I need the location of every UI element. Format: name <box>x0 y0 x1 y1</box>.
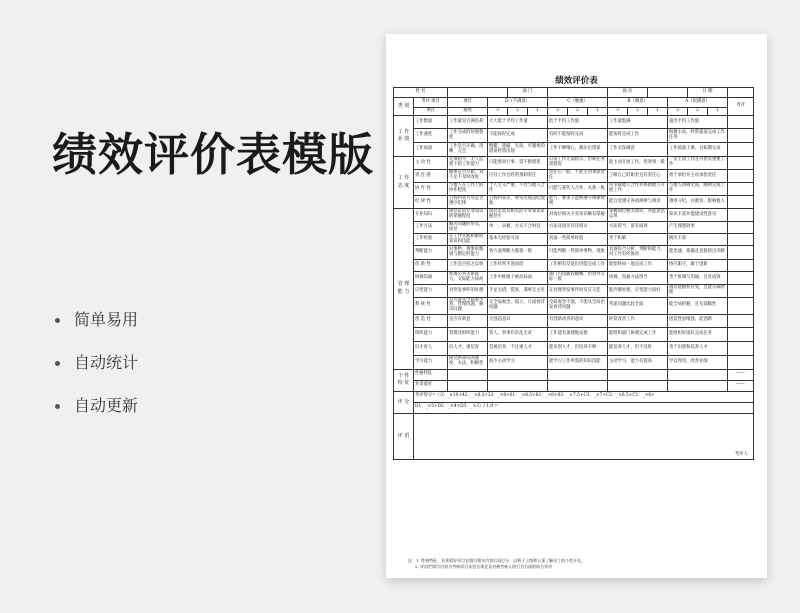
level-description: 创造性思维强，能创新 <box>668 314 728 327</box>
level-description: 无创造意识 <box>488 314 548 327</box>
level-description: 经常改善工作 <box>608 314 668 327</box>
criteria-description: 识人才，重培育 <box>448 341 488 355</box>
criteria-description: 是否有新意 <box>448 314 488 327</box>
level-description: 遇急能随机应变，且能正确处理 <box>668 285 728 298</box>
level-description: 能按时完成工作 <box>608 129 668 143</box>
level-description: 能与，要求下能够遵守规律规则 <box>548 196 608 209</box>
criteria-row <box>394 222 754 234</box>
level-description <box>668 380 728 391</box>
level-description: 应付工作且经常推卸责任 <box>488 170 548 183</box>
criteria-name: 组织能力 <box>414 327 448 341</box>
item-subheader: 项目 <box>414 108 448 116</box>
level-description: 能始终如一地完成工作 <box>608 260 668 272</box>
level-description: 善于协调与沟通，且有成效 <box>668 272 728 285</box>
remark-cell <box>728 143 754 157</box>
score-column-header: 2 <box>508 108 528 116</box>
remark-cell <box>728 157 754 170</box>
page-title: 绩效评价表模版 <box>52 128 375 181</box>
criteria-row <box>394 355 754 369</box>
level-description: 能冷静处理，应变能力较好 <box>608 285 668 298</box>
criteria-name: 识才育人 <box>414 341 448 355</box>
feature-item <box>55 394 138 437</box>
score-column-header: 1 <box>528 108 548 116</box>
dept-value <box>548 88 608 98</box>
score-column-header: 1 <box>588 108 608 116</box>
criteria-description: 工作是否正确、清晰、完全 <box>448 143 488 157</box>
level-description: 自我约束差，时常出现违纪现象 <box>488 196 548 209</box>
criteria-description: 工作是否持之以恒 <box>448 260 488 272</box>
level-description: 手足无措，慌张，遇事无主见 <box>488 285 548 298</box>
criteria-name: 应变能力 <box>414 285 448 298</box>
review-content <box>414 413 754 459</box>
criteria-description: 做事是否尽职，对不足不及时改进 <box>448 170 488 183</box>
remark-cell <box>728 272 754 285</box>
level-description: 工作经常半途而废 <box>488 260 548 272</box>
level-description: 协调、沟通方法得当 <box>608 272 668 285</box>
level-description <box>548 369 608 380</box>
level-description <box>488 369 548 380</box>
level-description: 工作中推脱干被动局面 <box>488 272 548 285</box>
level-description <box>608 380 668 391</box>
remark-cell <box>728 196 754 209</box>
remark-cell <box>728 170 754 183</box>
criteria-name: 创 新 性 <box>414 260 448 272</box>
criteria-name: 协调沟通 <box>414 272 448 285</box>
level-description: 工作量饱满 <box>608 116 668 129</box>
level-description: 不能按时完成 <box>488 129 548 143</box>
level-description: 学以致用，改善业绩 <box>668 355 728 369</box>
criteria-row <box>394 298 754 315</box>
section-category: 管 理 能 力 <box>394 209 414 370</box>
criteria-row <box>394 116 754 129</box>
remark-cell <box>728 314 754 327</box>
criteria-row <box>394 272 754 285</box>
score-column-header: 2 <box>688 108 708 116</box>
score-header-row <box>394 108 754 116</box>
criteria-name: 主 动 性 <box>414 157 448 170</box>
remark-header: 考评 <box>728 98 754 116</box>
level-description: 忽视培养，不注重人才 <box>488 341 548 355</box>
level-description: 能全局把握，且有前瞻性 <box>668 298 728 315</box>
level-description: 单一、呆板、方式不合时宜 <box>488 222 548 234</box>
level-description: 考虑问题比较全面 <box>608 298 668 315</box>
level-description: 工作能有条理地安排 <box>548 327 608 341</box>
level-header: C（勉强） <box>548 98 608 108</box>
criteria-row <box>394 143 754 157</box>
remark-cell <box>728 222 754 234</box>
level-description: 能培养人才，但不及时 <box>608 341 668 355</box>
bullet-icon <box>55 404 60 409</box>
level-description: 能组织部门协调完成工作 <box>608 327 668 341</box>
info-row <box>394 88 754 98</box>
level-description: 掌握岗位相关知识，并能灵活运用 <box>608 209 668 222</box>
level-description: 只能判断一些简单事物、现象 <box>548 246 608 260</box>
level-description: 管人，管事均杂乱无章 <box>488 327 548 341</box>
level-description: 遵章守纪，并教育、影响他人 <box>668 196 728 209</box>
level-description: 超出平均工作量 <box>668 116 728 129</box>
score-formula: D1：_×5+D2：_×4+D3：_×3）/ 1.9 = <box>414 402 754 413</box>
criteria-row <box>394 183 754 196</box>
post-label: 岗 位 <box>608 88 648 98</box>
criteria-name: 专业知识 <box>414 209 448 222</box>
feature-item <box>55 308 138 351</box>
level-description: 无全局观念，孤立、片面看待问题 <box>488 298 548 315</box>
criteria-row <box>394 209 754 222</box>
bullet-icon <box>55 318 60 323</box>
level-description: 阅历丰富 <box>668 234 728 246</box>
level-description: 个人主义严重，不肯与他人合作 <box>488 183 548 196</box>
remark-cell <box>728 260 754 272</box>
criteria-name: 业余爱好 <box>414 380 448 391</box>
level-description: 大大低于平均工作量 <box>488 116 548 129</box>
remark-cell <box>728 246 754 260</box>
criteria-name: 纪 律 性 <box>414 196 448 209</box>
criteria-description: 管理及组织能力 <box>448 327 488 341</box>
criteria-name: 责 任 感 <box>414 170 448 183</box>
level-description: 低于平均工作量 <box>548 116 608 129</box>
date-value <box>728 88 754 98</box>
document-title: 绩效评价表 <box>555 76 598 86</box>
level-description: 具备综合分析，判断的能力，对工作有所推动 <box>608 246 668 260</box>
remark-cell <box>728 298 754 315</box>
level-description: 能识别人才，但培养不够 <box>548 341 608 355</box>
level-description: 积极主动，经常提前完成工作任务 <box>668 129 728 143</box>
level-description: 责任心一般，不能主动承担责任 <box>548 170 608 183</box>
level-description: 产生理想效果 <box>668 222 728 234</box>
remark-cell <box>728 116 754 129</box>
level-description: 善于识别和培养人才 <box>668 341 728 355</box>
category-header: 类 别 <box>394 98 414 116</box>
criteria-description: 接受新知识的速度、方法、积极性 <box>448 355 488 369</box>
criteria-row <box>394 196 754 209</box>
review-row <box>394 413 754 459</box>
level-header: A（很满意） <box>668 98 728 108</box>
note-line: 2. 评语栏填写内容为考核项目未包含事宜及对被考核人的行为方面的综合评价 <box>415 564 553 570</box>
level-header: D（不满意） <box>488 98 548 108</box>
level-description: 基本无经验可谈 <box>488 234 548 246</box>
level-description: 日常工作无需指示，但新任务需督促 <box>548 157 608 170</box>
criteria-description <box>448 369 488 380</box>
feature-label: 简单易用 <box>74 310 139 329</box>
remark-cell <box>728 209 754 222</box>
score-column-header: 1 <box>708 108 728 116</box>
criteria-description: 自我约束力及是否遵守纪律 <box>448 196 488 209</box>
name-value <box>448 88 508 98</box>
score-label: 评 分 <box>394 391 414 413</box>
criteria-name: 性格特征 <box>414 369 448 380</box>
level-description <box>668 369 728 380</box>
criteria-name: 学习能力 <box>414 355 448 369</box>
level-description: 能学习工作所需的知识技能 <box>548 355 608 369</box>
criteria-row <box>394 157 754 170</box>
score-row <box>394 402 754 413</box>
criteria-name: 创 造 性 <box>414 314 448 327</box>
level-description: 全局观念不强，不能从全局出发看待问题 <box>548 298 608 315</box>
criteria-description: 处理公共关系能力，交际能力如何 <box>448 272 488 285</box>
criteria-description: 对事物、现象的甄别与断定的能力 <box>448 246 488 260</box>
level-description: 能组织好团队完成任务 <box>668 327 728 341</box>
document-notes <box>408 558 585 571</box>
criteria-name: 工作速度 <box>414 129 448 143</box>
level-description: 有时不能按时完成 <box>548 129 608 143</box>
criteria-description: 解决问题的形式，途径 <box>448 222 488 234</box>
post-value <box>648 88 688 98</box>
level-description: 对岗位相关专业知识略有掌握 <box>548 209 608 222</box>
criteria-description: 是否能从全局着手看、处理问题，解决问题 <box>448 298 488 315</box>
level-description: 很少主动学习 <box>488 355 548 369</box>
level-description <box>488 380 548 391</box>
criteria-description: 工作完成的快慢程度 <box>448 129 488 143</box>
criteria-name: 协 作 性 <box>414 183 448 196</box>
criteria-name: 工作方法 <box>414 222 448 234</box>
desc-subheader: 描述 <box>448 108 488 116</box>
score-row <box>394 391 754 402</box>
score-column-header: 3 <box>488 108 508 116</box>
criteria-row <box>394 260 754 272</box>
level-description: 有创新改善的意识 <box>548 314 608 327</box>
criteria-name: 判断能力 <box>414 246 448 260</box>
criteria-row <box>394 314 754 327</box>
level-description: 一贯主动工作且可担负重要工作 <box>668 157 728 170</box>
level-description: 岗位必需及相关的专业知识掌握甚少 <box>488 209 548 222</box>
remark-cell <box>728 355 754 369</box>
level-description: 能自觉遵守各项规律与规章 <box>608 196 668 209</box>
feature-label: 自动更新 <box>74 396 139 415</box>
item-header: 考评 项目 <box>414 98 448 108</box>
criteria-description <box>448 380 488 391</box>
score-column-header: 1 <box>648 108 668 116</box>
level-description: 恪尽职守，敢于创新 <box>668 260 728 272</box>
section-category: 个 性 特 征 <box>394 369 414 391</box>
criteria-row <box>394 285 754 298</box>
criteria-row <box>394 234 754 246</box>
date-label: 日 期 <box>688 88 728 98</box>
criteria-description: 在工作实践积累的知识和技能 <box>448 234 488 246</box>
criteria-row <box>394 170 754 183</box>
remark-cell <box>728 234 754 246</box>
remark-cell <box>728 327 754 341</box>
bullet-icon <box>55 361 60 366</box>
level-description: 能迅速、准确且直接的出决断 <box>668 246 728 260</box>
review-label: 评 语 <box>394 413 414 459</box>
level-description: 部门内沟通较顺畅，但对外交际一般 <box>548 272 608 285</box>
level-description: 工作无误满意 <box>608 143 668 157</box>
score-column-header: 2 <box>568 108 588 116</box>
feature-list <box>55 308 138 437</box>
score-column-header: 3 <box>668 108 688 116</box>
criteria-description: 工作量是否满负荷 <box>448 116 488 129</box>
criteria-row <box>394 341 754 355</box>
criteria-name: 工作数量 <box>414 116 448 129</box>
section-category: 工 作 业 绩 <box>394 116 414 157</box>
name-label: 姓 名 <box>394 88 448 98</box>
score-column-header: 2 <box>628 108 648 116</box>
level-description: 粗糙、遗漏、失误，可避免的错误经常出现 <box>488 143 548 157</box>
level-description: 主动学习，能力有提高 <box>608 355 668 369</box>
remark-cell: —— <box>728 380 754 391</box>
project-header: 项目 <box>448 98 488 108</box>
reviewer-signature-label: 考评人： <box>734 452 752 458</box>
criteria-row <box>394 369 754 380</box>
criteria-name: 工作质量 <box>414 143 448 157</box>
feature-item <box>55 351 138 394</box>
level-description: 了解自己的职责且有责任心 <box>608 170 668 183</box>
criteria-name: 工作经验 <box>414 234 448 246</box>
level-description: 工作质量上乘，且如期完成 <box>668 143 728 157</box>
criteria-row <box>394 380 754 391</box>
level-description: 工作不够细心，偶尔出错误 <box>548 143 608 157</box>
level-description: 各方面判断力都很一般 <box>488 246 548 260</box>
score-column-header: 3 <box>608 108 628 116</box>
remark-cell <box>728 285 754 298</box>
level-description: 只能照章行事，需不断督促 <box>488 157 548 170</box>
level-description: 勇于承担并主动承担责任 <box>668 170 728 183</box>
level-header: B（满意） <box>608 98 668 108</box>
criteria-description: 对突发事件的处理 <box>448 285 488 298</box>
header-row <box>394 98 754 108</box>
criteria-name: 系 统 性 <box>414 298 448 315</box>
level-description: 常争取他人合作并协助他人开展工作 <box>608 183 668 196</box>
level-description: 善于积累 <box>608 234 668 246</box>
remark-cell <box>728 183 754 196</box>
document-preview <box>386 34 767 578</box>
level-description: 能主动开展工作，但效果一般 <box>608 157 668 170</box>
level-description: 方法及途径有待商讨 <box>548 222 608 234</box>
level-description: 与他人协调无间，顺利完成工作 <box>668 183 728 196</box>
evaluation-table <box>393 87 754 460</box>
level-description: 方法得当，富有成效 <box>608 222 668 234</box>
criteria-description: 无须指令，无人监督下的工作能力 <box>448 157 488 170</box>
dept-label: 部 门 <box>508 88 548 98</box>
remark-cell: —— <box>728 369 754 380</box>
criteria-description: 岗位必需专业知识的掌握程度 <box>448 209 488 222</box>
level-description: 只愿与某些人合作，关系一般 <box>548 183 608 196</box>
level-description: 知识丰富并能建设性意见 <box>668 209 728 222</box>
score-column-header: 3 <box>548 108 568 116</box>
criteria-row <box>394 129 754 143</box>
score-formula: 考评得分=（3）_×10+42：_×8.3+33：_×8+61：_×8.5+82：_×8+83：_×7.5+C3：_×7+C2：_×6.5+C1：_×6+ <box>414 391 754 402</box>
criteria-row <box>394 327 754 341</box>
level-description <box>548 380 608 391</box>
level-description <box>608 369 668 380</box>
criteria-row <box>394 246 754 260</box>
criteria-description: 与他人在工作上的协作程度 <box>448 183 488 196</box>
level-description: 具备一些简单经验 <box>548 234 608 246</box>
remark-cell <box>728 341 754 355</box>
note-line: 注：1. 性格特征、业余爱好项目在填写相关内容后再打分，以利于上级和人事了解员工的个性专长。 <box>408 558 586 563</box>
remark-cell <box>728 129 754 143</box>
feature-label: 自动统计 <box>74 353 139 372</box>
section-category: 工 作 态 度 <box>394 157 414 209</box>
level-description: 在处理突发事件时反应欠佳 <box>548 285 608 298</box>
level-description: 工作稍有反复但仍能完成工作 <box>548 260 608 272</box>
